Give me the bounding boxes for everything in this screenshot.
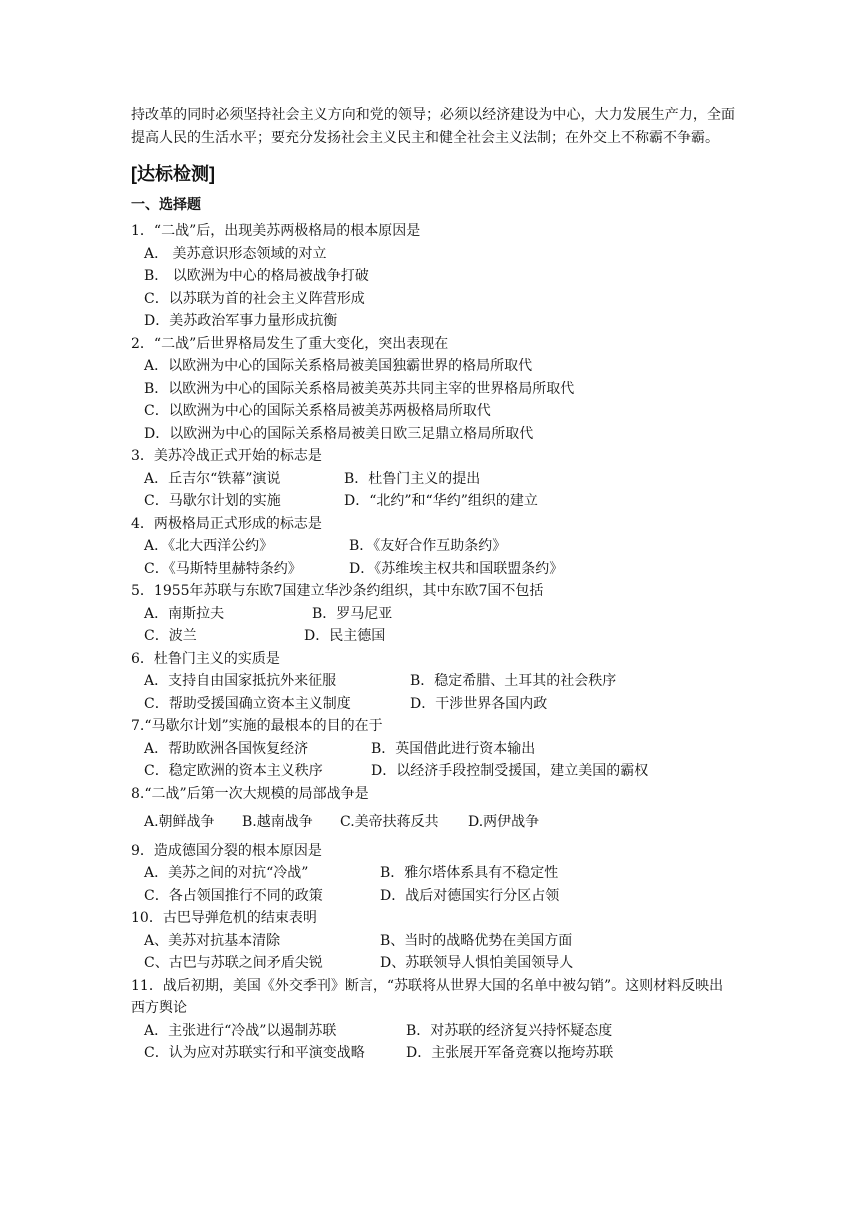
question-stem: 2．“二战”后世界格局发生了重大变化，突出表现在 (131, 335, 449, 352)
option-d: D．战后对德国实行分区占领 (380, 887, 560, 904)
option-b: B、当时的战略优势在美国方面 (380, 932, 573, 949)
question-stem: 6．杜鲁门主义的实质是 (131, 650, 280, 667)
option-c: C．以苏联为首的社会主义阵营形成 (144, 290, 365, 307)
option-b: B．杜鲁门主义的提出 (344, 470, 481, 487)
option-d: D．“北约”和“华约”组织的建立 (344, 493, 538, 509)
option-a: A．帮助欧洲各国恢复经济 (144, 740, 309, 757)
option-a: A．南斯拉夫 (144, 605, 225, 622)
option-a: A． 美苏意识形态领域的对立 (144, 245, 327, 262)
option-b: B．雅尔塔体系具有不稳定性 (380, 865, 559, 881)
option-a: A、美苏对抗基本清除 (144, 932, 281, 949)
document-page (131, 104, 735, 1065)
section-title: [达标检测] (131, 164, 215, 184)
option-c: C、古巴与苏联之间矛盾尖锐 (144, 955, 323, 971)
option-b: B．英国借此进行资本输出 (371, 740, 536, 757)
option-a: A．丘吉尔“铁幕”演说 (144, 470, 281, 487)
intro-paragraph: 持改革的同时必须坚持社会主义方向和党的领导；必须以经济建设为中心，大力发展生产力，全面提高人民的生活水平；要充分发扬社会主义民主和健全社会主义法制；在外交上不称霸不争霸。 (131, 107, 735, 146)
option-c: C．帮助受援国确立资本主义制度 (144, 695, 351, 712)
option-b: B.越南战争 (242, 814, 313, 830)
option-c: C．稳定欧洲的资本主义秩序 (144, 763, 323, 779)
question-stem: 8.“二战”后第一次大规模的局部战争是 (131, 785, 369, 802)
option-d: D、苏联领导人惧怕美国领导人 (380, 955, 574, 971)
option-d: D．美苏政治军事力量形成抗衡 (144, 313, 338, 329)
option-d: D．主张展开军备竞赛以拖垮苏联 (406, 1045, 614, 1061)
question-6 (131, 648, 735, 716)
option-b: B．罗马尼亚 (312, 605, 393, 622)
option-b: B． 以欧洲为中心的格局被战争打破 (144, 268, 369, 284)
question-3 (131, 445, 735, 513)
option-a: A．主张进行“冷战”以遏制苏联 (144, 1022, 337, 1039)
option-d: D．《苏维埃主权共和国联盟条约》 (349, 560, 564, 577)
question-8 (131, 783, 735, 840)
option-a: A．美苏之间的对抗“冷战” (144, 865, 309, 881)
option-d: D．干涉世界各国内政 (410, 695, 548, 712)
question-stem: 1．“二战”后，出现美苏两极格局的根本原因是 (131, 223, 421, 239)
question-stem: 10．古巴导弹危机的结束表明 (131, 910, 317, 926)
question-2 (131, 333, 735, 446)
question-10 (131, 907, 735, 975)
question-11 (131, 975, 735, 1065)
sub-title: 一、选择题 (131, 196, 201, 212)
question-1 (131, 220, 735, 333)
option-d: D．民主德国 (304, 628, 386, 644)
question-stem: 7.“马歇尔计划”实施的最根本的目的在于 (131, 718, 383, 734)
option-a: A.朝鲜战争 (144, 814, 215, 830)
option-b: B．以欧洲为中心的国际关系格局被美英苏共同主宰的世界格局所取代 (144, 380, 575, 397)
option-b: B．对苏联的经济复兴持怀疑态度 (406, 1022, 613, 1039)
option-a: A．支持自由国家抵抗外来征服 (144, 673, 337, 689)
question-4 (131, 513, 735, 581)
option-b: B．稳定希腊、土耳其的社会秩序 (410, 673, 617, 689)
option-c: C.美帝扶蒋反共 (340, 814, 439, 830)
option-d: D．以欧洲为中心的国际关系格局被美日欧三足鼎立格局所取代 (144, 425, 534, 442)
option-c: C．马歇尔计划的实施 (144, 493, 281, 509)
option-c: C．认为应对苏联实行和平演变战略 (144, 1045, 365, 1061)
option-c: C．波兰 (144, 628, 197, 644)
option-a: A．以欧洲为中心的国际关系格局被美国独霸世界的格局所取代 (144, 358, 533, 374)
question-stem: 11．战后初期，美国《外交季刊》断言，“苏联将从世界大国的名单中被勾销”。这则材料反映出西方舆论 (131, 977, 724, 1016)
option-a: A．《北大西洋公约》 (144, 538, 274, 554)
option-b: B．《友好合作互助条约》 (349, 538, 507, 554)
question-stem: 5．1955年苏联与东欧7国建立华沙条约组织，其中东欧7国不包括 (131, 583, 544, 599)
question-5 (131, 580, 735, 648)
question-stem: 9．造成德国分裂的根本原因是 (131, 842, 322, 859)
option-c: C．各占领国推行不同的政策 (144, 887, 323, 904)
option-c: C．以欧洲为中心的国际关系格局被美苏两极格局所取代 (144, 403, 491, 419)
question-stem: 4．两极格局正式形成的标志是 (131, 515, 322, 532)
option-d: D．以经济手段控制受援国，建立美国的霸权 (371, 763, 649, 779)
question-7 (131, 715, 735, 783)
option-c: C．《马斯特里赫特条约》 (144, 560, 302, 577)
question-stem: 3．美苏冷战正式开始的标志是 (131, 448, 322, 464)
question-9 (131, 840, 735, 908)
option-d: D.两伊战争 (468, 814, 540, 830)
